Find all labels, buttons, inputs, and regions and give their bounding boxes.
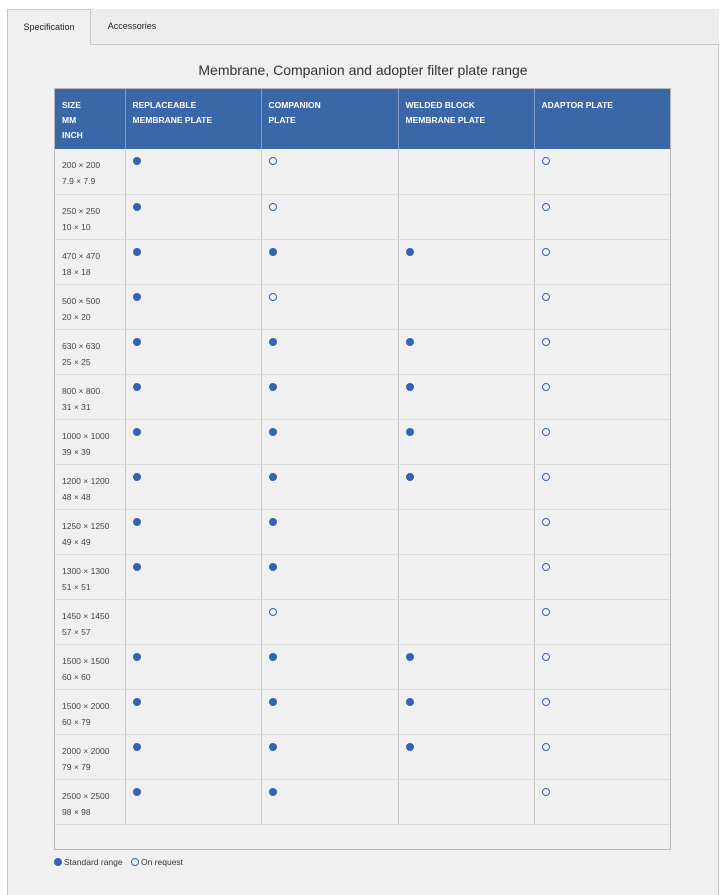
replaceable-membrane-plate-cell [125,149,261,194]
size-inch: 98 × 98 [62,806,91,817]
on-request-marker-icon [542,743,550,751]
standard-range-marker-icon [133,157,141,165]
standard-range-marker-icon [133,203,141,211]
size-cell [55,644,125,689]
welded-block-membrane-plate-cell [398,599,534,644]
companion-plate-cell [261,734,398,779]
standard-range-marker-icon [406,473,414,481]
size-mm: 800 × 800 [62,385,101,396]
welded-block-membrane-plate-cell [398,464,534,509]
size-mm: 1200 × 1200 [62,475,110,486]
table-row [55,779,670,824]
tab-bar [7,9,719,44]
adaptor-plate-cell [534,329,670,374]
standard-range-marker-icon [406,383,414,391]
standard-range-marker-icon [269,338,277,346]
adaptor-plate-cell [534,599,670,644]
legend [54,857,189,867]
on-request-marker-icon [131,858,139,866]
legend-standard-label: Standard range [64,857,123,867]
size-cell [55,464,125,509]
welded-block-membrane-plate-cell [398,329,534,374]
table-row [55,149,670,194]
standard-range-marker-icon [133,653,141,661]
replaceable-membrane-plate-cell [125,284,261,329]
companion-plate-cell [261,464,398,509]
standard-range-marker-icon [269,788,277,796]
table-row [55,734,670,779]
table-row [55,599,670,644]
table-row [55,689,670,734]
size-mm: 1250 × 1250 [62,520,110,531]
companion-plate-cell [261,419,398,464]
table-row [55,194,670,239]
on-request-marker-icon [542,293,550,301]
size-cell [55,239,125,284]
standard-range-marker-icon [269,473,277,481]
size-mm: 470 × 470 [62,250,101,261]
table-title: Membrane, Companion and adopter filter plate range [198,62,528,78]
header-size-line3: INCH [62,130,83,140]
size-inch: 57 × 57 [62,626,91,637]
size-cell [55,554,125,599]
companion-plate-cell [261,149,398,194]
size-inch: 60 × 79 [62,716,91,727]
standard-range-marker-icon [133,383,141,391]
standard-range-marker-icon [406,743,414,751]
standard-range-marker-icon [133,743,141,751]
size-mm: 2000 × 2000 [62,745,110,756]
companion-plate-cell [261,599,398,644]
size-inch: 20 × 20 [62,311,91,322]
welded-block-membrane-plate-cell [398,689,534,734]
companion-plate-cell [261,374,398,419]
on-request-marker-icon [542,383,550,391]
on-request-marker-icon [542,428,550,436]
header-size [55,89,125,149]
standard-range-marker-icon [133,698,141,706]
replaceable-membrane-plate-cell [125,599,261,644]
size-inch: 51 × 51 [62,581,91,592]
size-mm: 1500 × 2000 [62,700,110,711]
on-request-marker-icon [542,473,550,481]
welded-block-membrane-plate-cell [398,734,534,779]
size-mm: 630 × 630 [62,340,101,351]
size-cell [55,149,125,194]
header-replaceable-line1: REPLACEABLE [132,100,197,110]
welded-block-membrane-plate-cell [398,374,534,419]
on-request-marker-icon [542,248,550,256]
header-size-line2: MM [62,115,77,125]
replaceable-membrane-plate-cell [125,509,261,554]
on-request-marker-icon [542,788,550,796]
size-mm: 1300 × 1300 [62,565,110,576]
replaceable-membrane-plate-cell [125,239,261,284]
standard-range-marker-icon [406,698,414,706]
welded-block-membrane-plate-cell [398,194,534,239]
header-companion-line1: COMPANION [268,100,321,110]
size-inch: 48 × 48 [62,491,91,502]
standard-range-marker-icon [406,653,414,661]
header-welded-line1: WELDED BLOCK [405,100,475,110]
standard-range-marker-icon [54,858,62,866]
standard-range-marker-icon [269,248,277,256]
replaceable-membrane-plate-cell [125,419,261,464]
on-request-marker-icon [542,653,550,661]
on-request-marker-icon [542,157,550,165]
companion-plate-cell [261,689,398,734]
standard-range-marker-icon [133,428,141,436]
legend-request-label: On request [140,857,184,867]
size-mm: 1500 × 1500 [62,655,110,666]
size-inch: 60 × 60 [62,671,91,682]
size-mm: 250 × 250 [62,205,101,216]
standard-range-marker-icon [269,518,277,526]
adaptor-plate-cell [534,779,670,824]
size-inch: 7.9 × 7.9 [62,176,96,186]
standard-range-marker-icon [269,428,277,436]
header-welded-block-membrane-plate [398,89,534,149]
table-row [55,374,670,419]
size-inch: 25 × 25 [62,356,91,367]
standard-range-marker-icon [133,473,141,481]
standard-range-marker-icon [133,788,141,796]
replaceable-membrane-plate-cell [125,374,261,419]
companion-plate-cell [261,644,398,689]
replaceable-membrane-plate-cell [125,644,261,689]
replaceable-membrane-plate-cell [125,554,261,599]
welded-block-membrane-plate-cell [398,239,534,284]
filter-plate-table [55,89,670,825]
table-row [55,284,670,329]
standard-range-marker-icon [133,293,141,301]
header-companion-plate [261,89,398,149]
replaceable-membrane-plate-cell [125,194,261,239]
adaptor-plate-cell [534,239,670,284]
standard-range-marker-icon [406,338,414,346]
replaceable-membrane-plate-cell [125,689,261,734]
replaceable-membrane-plate-cell [125,329,261,374]
standard-range-marker-icon [406,248,414,256]
table-header-row [55,89,670,149]
header-size-line1: SIZE [62,100,81,110]
on-request-marker-icon [269,608,277,616]
adaptor-plate-cell [534,374,670,419]
header-adaptor-line1: ADAPTOR PLATE [541,100,613,110]
header-welded-line2: MEMBRANE PLATE [405,115,486,125]
header-replaceable-membrane-plate [125,89,261,149]
size-inch: 79 × 79 [62,761,91,772]
size-mm: 200 × 200 [62,160,101,170]
adaptor-plate-cell [534,689,670,734]
companion-plate-cell [261,779,398,824]
standard-range-marker-icon [269,383,277,391]
on-request-marker-icon [269,157,277,165]
size-cell [55,329,125,374]
standard-range-marker-icon [133,563,141,571]
adaptor-plate-cell [534,734,670,779]
adaptor-plate-cell [534,644,670,689]
adaptor-plate-cell [534,284,670,329]
welded-block-membrane-plate-cell [398,644,534,689]
on-request-marker-icon [542,608,550,616]
replaceable-membrane-plate-cell [125,734,261,779]
standard-range-marker-icon [269,743,277,751]
table-row [55,554,670,599]
welded-block-membrane-plate-cell [398,509,534,554]
table-row [55,464,670,509]
adaptor-plate-cell [534,419,670,464]
on-request-marker-icon [542,203,550,211]
welded-block-membrane-plate-cell [398,284,534,329]
size-cell [55,419,125,464]
welded-block-membrane-plate-cell [398,419,534,464]
size-cell [55,689,125,734]
tab-accessories[interactable]: Accessories [107,21,157,31]
standard-range-marker-icon [269,563,277,571]
on-request-marker-icon [542,338,550,346]
header-adaptor-plate [534,89,670,149]
header-replaceable-line2: MEMBRANE PLATE [132,115,213,125]
standard-range-marker-icon [269,653,277,661]
standard-range-marker-icon [133,518,141,526]
standard-range-marker-icon [406,428,414,436]
standard-range-marker-icon [133,248,141,256]
size-cell [55,599,125,644]
adaptor-plate-cell [534,149,670,194]
size-cell [55,284,125,329]
size-cell [55,734,125,779]
on-request-marker-icon [542,518,550,526]
filter-plate-table-container [54,88,671,850]
size-inch: 18 × 18 [62,266,91,277]
adaptor-plate-cell [534,464,670,509]
table-row [55,509,670,554]
companion-plate-cell [261,509,398,554]
adaptor-plate-cell [534,554,670,599]
table-row [55,239,670,284]
table-row [55,644,670,689]
size-mm: 1450 × 1450 [62,610,110,621]
size-inch: 39 × 39 [62,446,91,457]
table-row [55,329,670,374]
replaceable-membrane-plate-cell [125,779,261,824]
companion-plate-cell [261,284,398,329]
companion-plate-cell [261,239,398,284]
adaptor-plate-cell [534,509,670,554]
size-cell [55,374,125,419]
welded-block-membrane-plate-cell [398,779,534,824]
size-mm: 2500 × 2500 [62,790,110,801]
size-cell [55,509,125,554]
tab-specification[interactable]: Specification [7,9,91,45]
companion-plate-cell [261,329,398,374]
standard-range-marker-icon [133,338,141,346]
welded-block-membrane-plate-cell [398,149,534,194]
on-request-marker-icon [269,293,277,301]
on-request-marker-icon [269,203,277,211]
size-mm: 500 × 500 [62,295,101,306]
size-inch: 31 × 31 [62,401,91,412]
companion-plate-cell [261,554,398,599]
size-mm: 1000 × 1000 [62,430,110,441]
table-row [55,419,670,464]
on-request-marker-icon [542,563,550,571]
on-request-marker-icon [542,698,550,706]
replaceable-membrane-plate-cell [125,464,261,509]
companion-plate-cell [261,194,398,239]
size-cell [55,194,125,239]
size-inch: 10 × 10 [62,221,91,232]
header-companion-line2: PLATE [268,115,296,125]
size-cell [55,779,125,824]
standard-range-marker-icon [269,698,277,706]
table-body [55,149,670,824]
welded-block-membrane-plate-cell [398,554,534,599]
size-inch: 49 × 49 [62,536,91,547]
adaptor-plate-cell [534,194,670,239]
